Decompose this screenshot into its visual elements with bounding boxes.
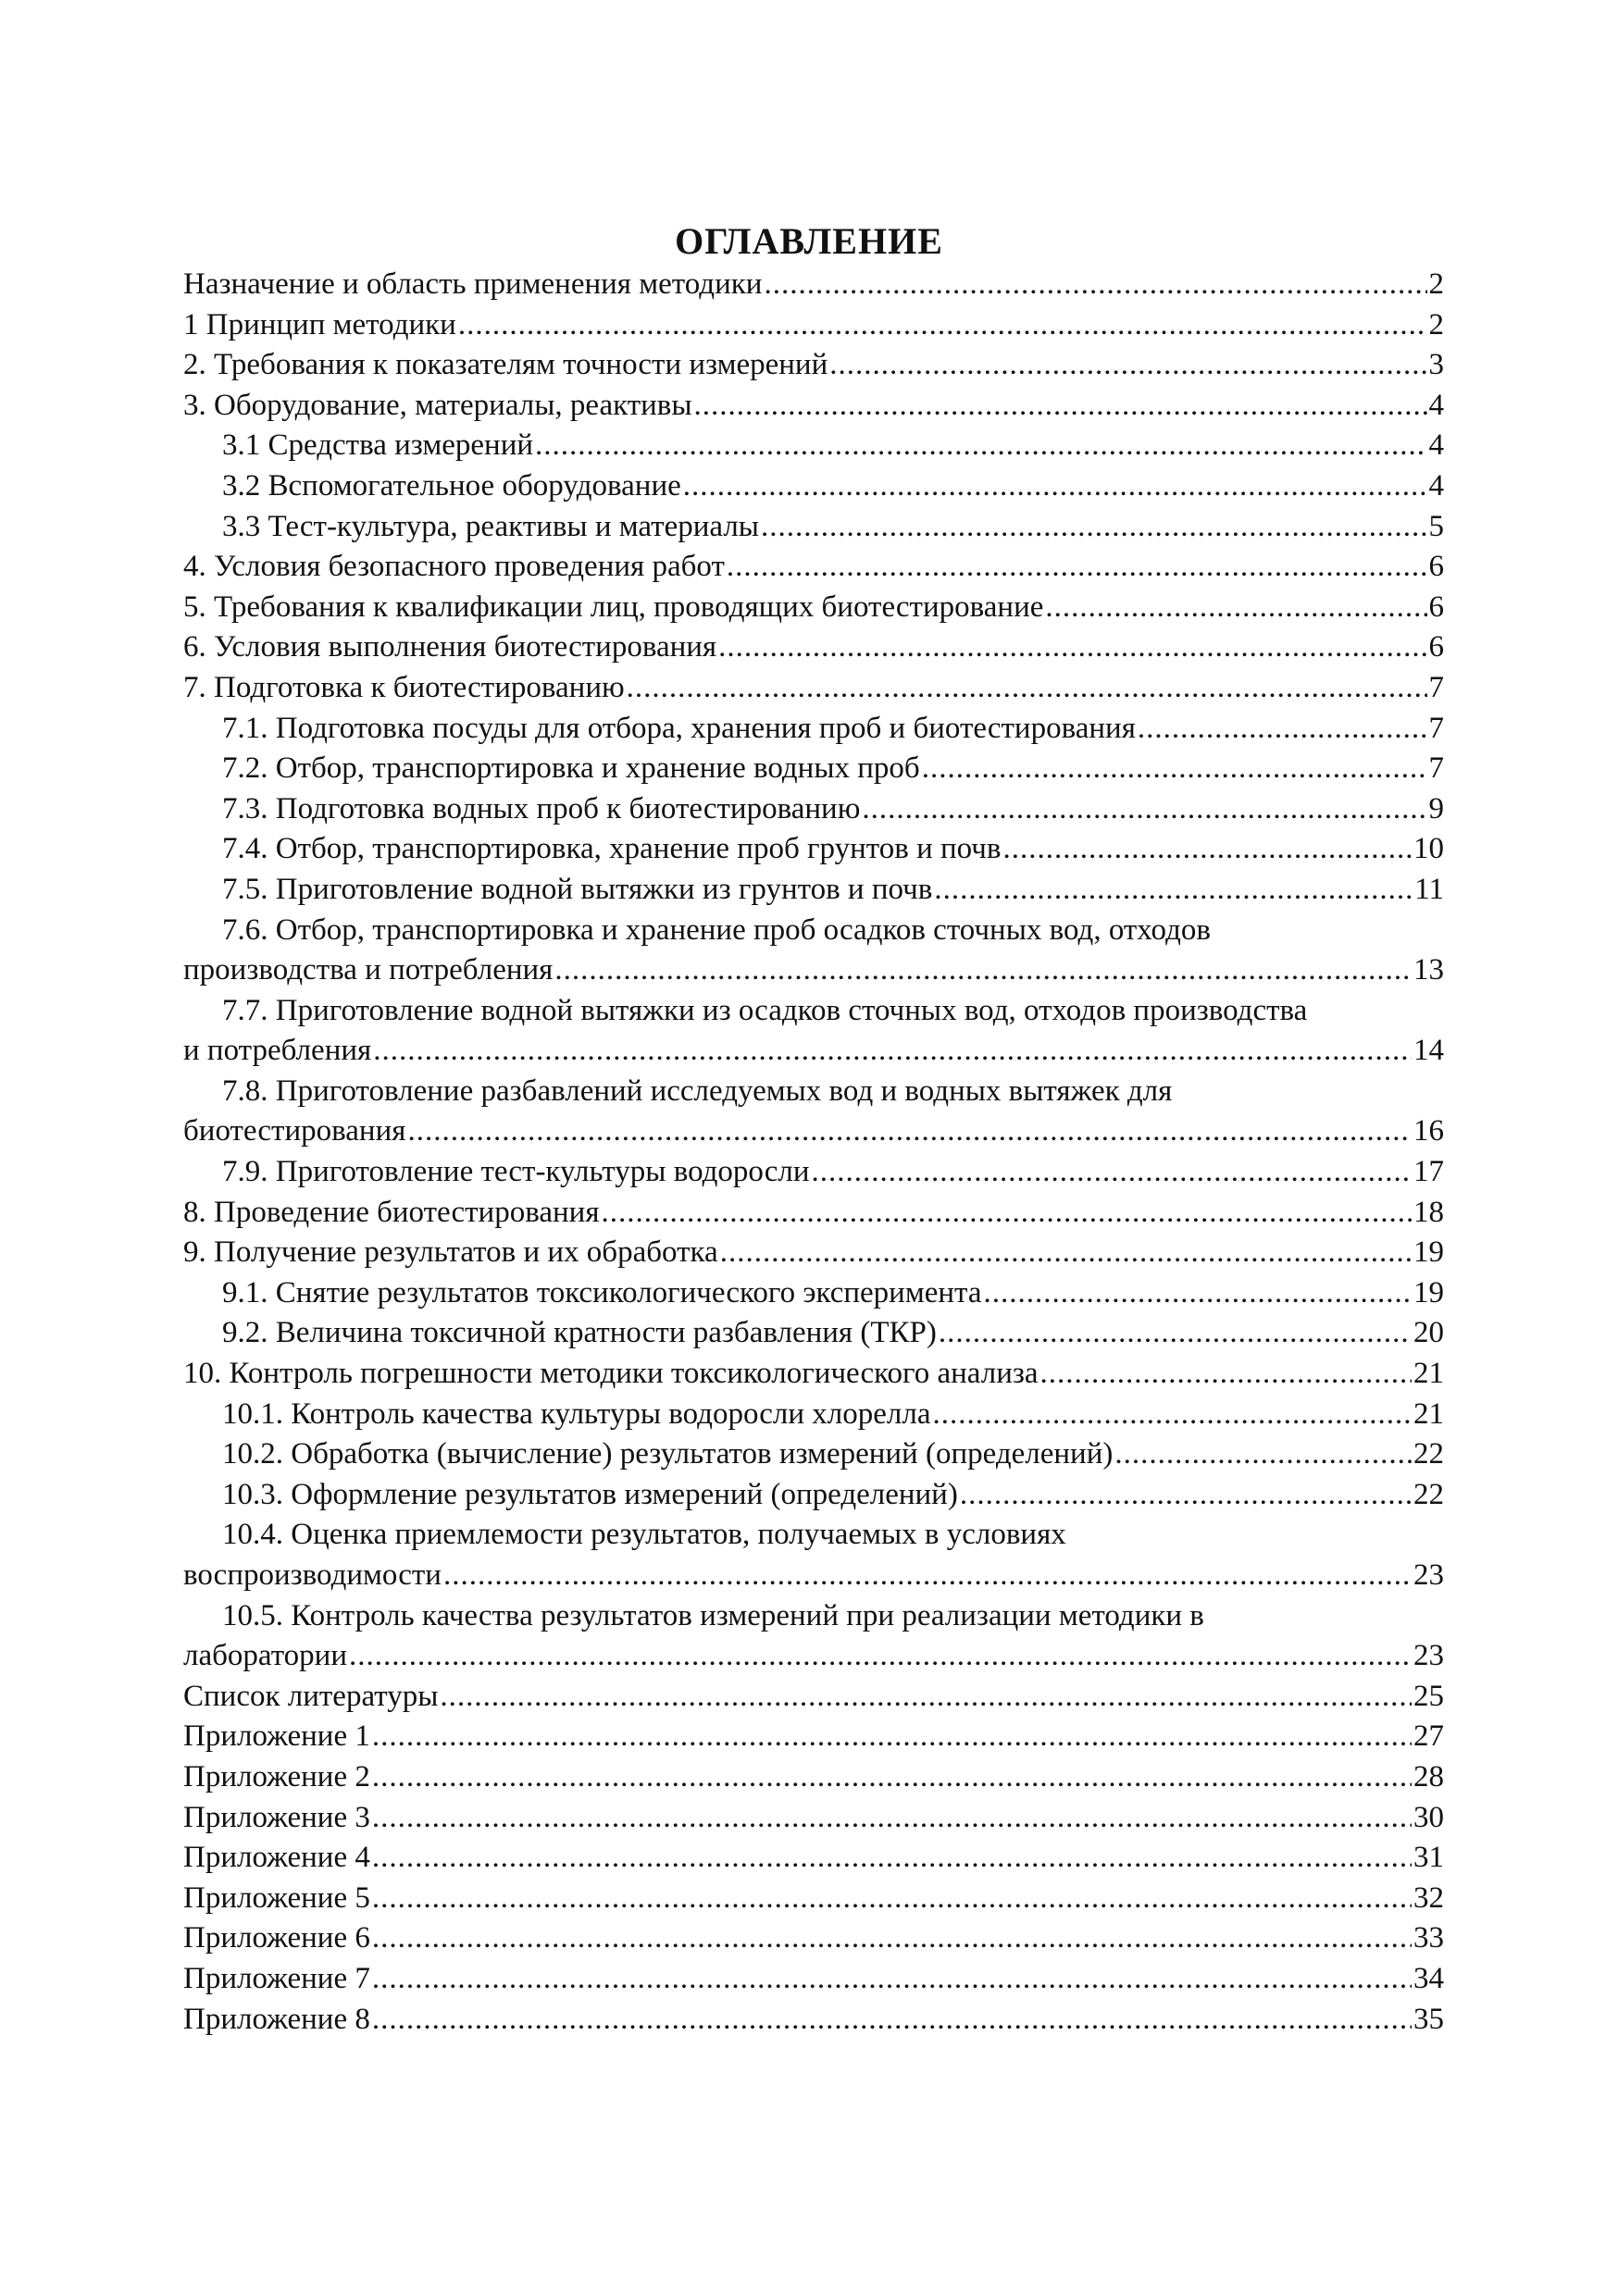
toc-entry [183, 709, 1444, 750]
toc-entry [183, 1475, 1444, 1516]
toc-entry-title: 6. Условия выполнения биотестирования [183, 630, 717, 664]
toc-entry-title: и потребления [183, 1034, 372, 1068]
toc-entry-first-line: 10.5. Контроль качества результатов измерений при реализации методики в [222, 1598, 1204, 1632]
toc-entry-title: 3.1 Средства измерений [222, 428, 534, 463]
toc-entry [183, 1838, 1444, 1879]
toc-page-number: 3 [1428, 348, 1444, 382]
toc-entry [183, 1959, 1444, 2000]
toc-entry-first-line: 7.6. Отбор, транспортировка и хранение проб осадков сточных вод, отходов [222, 912, 1211, 947]
toc-entry-title: 7.5. Приготовление водной вытяжки из грунтов и почв [222, 872, 933, 906]
dot-leader [1040, 1354, 1412, 1395]
toc-page-number: 5 [1428, 509, 1444, 543]
toc-entry [183, 1313, 1444, 1354]
toc-entry-first-line: 7.7. Приготовление водной вытяжки из осадков сточных вод, отходов производства [222, 993, 1308, 1027]
toc-entry-title: Список литературы [183, 1679, 439, 1713]
toc-entry-title: 9.2. Величина токсичной кратности разбавления (ТКР) [222, 1316, 937, 1350]
toc-entry-title: 9. Получение результатов и их обработка [183, 1235, 718, 1270]
toc-entry [183, 2000, 1444, 2041]
toc-entry-title: 7.3. Подготовка водных проб к биотестированию [222, 791, 861, 825]
dot-leader [554, 950, 1412, 991]
toc-entry [183, 1918, 1444, 1959]
toc-entry [183, 1233, 1444, 1273]
dot-leader [372, 1879, 1412, 1919]
toc-page-number: 17 [1413, 1155, 1444, 1189]
dot-leader [1045, 588, 1426, 628]
toc-entry [183, 386, 1444, 427]
toc-entry [183, 1636, 1444, 1677]
toc-page-number: 27 [1413, 1719, 1444, 1754]
toc-page-number: 31 [1413, 1841, 1444, 1875]
toc-page-number: 6 [1428, 550, 1444, 584]
toc-page-number: 23 [1413, 1639, 1444, 1673]
toc-entry-title: 8. Проведение биотестирования [183, 1195, 600, 1229]
toc-entry-title: Приложение 3 [183, 1800, 370, 1834]
dot-leader [1138, 709, 1427, 750]
toc-entry-title: Приложение 1 [183, 1719, 370, 1754]
toc-entry [183, 789, 1444, 830]
toc-entry [183, 1717, 1444, 1757]
dot-leader [812, 1152, 1412, 1193]
dot-leader [922, 749, 1427, 789]
dot-leader [720, 1233, 1412, 1273]
toc-page-number: 2 [1428, 267, 1444, 301]
toc-entry [183, 426, 1444, 466]
toc-entry-first-line: 7.8. Приготовление разбавлений исследуемых вод и водных вытяжек для [222, 1074, 1173, 1108]
toc-entry [183, 1273, 1444, 1314]
toc-page-number: 10 [1413, 832, 1444, 866]
toc-page-number: 6 [1428, 590, 1444, 624]
dot-leader [372, 1918, 1412, 1959]
toc-page-number: 22 [1413, 1437, 1444, 1471]
toc-entry [183, 1152, 1444, 1193]
toc-page-number: 7 [1428, 751, 1444, 786]
toc-entry-title: биотестирования [183, 1114, 406, 1148]
dot-leader [939, 1313, 1412, 1354]
toc-entry [183, 668, 1444, 709]
toc-page-number: 14 [1413, 1034, 1444, 1068]
toc-entry [183, 950, 1444, 991]
toc-entry-title: 4. Условия безопасного проведения работ [183, 550, 725, 584]
toc-entry [183, 265, 1444, 305]
toc-entry-title: 2. Требования к показателям точности измерений [183, 348, 828, 382]
toc-page-number: 19 [1413, 1275, 1444, 1309]
toc-page-number: 35 [1413, 2002, 1444, 2036]
toc-entry-title: Приложение 5 [183, 1880, 370, 1915]
toc-entry [183, 1193, 1444, 1234]
table-of-contents [183, 265, 1444, 2040]
dot-leader [694, 386, 1427, 427]
toc-page-number: 13 [1413, 953, 1444, 987]
toc-entry [183, 1111, 1444, 1152]
toc-entry-title: 10. Контроль погрешности методики токсикологического анализа [183, 1357, 1039, 1391]
toc-page-number: 16 [1413, 1114, 1444, 1148]
toc-page-number: 6 [1428, 630, 1444, 664]
toc-entry [183, 588, 1444, 628]
dot-leader [627, 668, 1427, 709]
toc-entry-title: 9.1. Снятие результатов токсикологического эксперимента [222, 1275, 982, 1309]
dot-leader [727, 547, 1427, 588]
toc-entry [183, 870, 1444, 911]
toc-entry [183, 829, 1444, 870]
dot-leader [349, 1636, 1412, 1677]
toc-entry-title: 5. Требования к квалификации лиц, проводящих биотестирование [183, 590, 1044, 624]
toc-entry [183, 1031, 1444, 1072]
toc-entry-title: производства и потребления [183, 953, 554, 987]
toc-entry-title: 7.9. Приготовление тест-культуры водоросли [222, 1155, 810, 1189]
dot-leader [440, 1677, 1412, 1718]
toc-page-number: 7 [1428, 670, 1444, 704]
dot-leader [372, 1959, 1412, 2000]
dot-leader [984, 1273, 1413, 1314]
toc-page-number: 28 [1413, 1759, 1444, 1793]
toc-entry [183, 507, 1444, 548]
toc-entry [183, 1879, 1444, 1919]
toc-entry [183, 1434, 1444, 1475]
toc-entry-title: 3.3 Тест-культура, реактивы и материалы [222, 509, 759, 543]
toc-entry-title: воспроизводимости [183, 1558, 442, 1592]
dot-leader [372, 1757, 1412, 1798]
dot-leader [535, 426, 1426, 466]
dot-leader [933, 1395, 1413, 1435]
dot-leader [372, 2000, 1412, 2041]
toc-page-number: 21 [1413, 1357, 1444, 1391]
dot-leader [761, 507, 1427, 548]
toc-page-number: 22 [1413, 1477, 1444, 1511]
toc-entry-title: 7.2. Отбор, транспортировка и хранение водных проб [222, 751, 920, 786]
toc-entry-title: 7. Подготовка к биотестированию [183, 670, 625, 704]
toc-entry-title: 10.2. Обработка (вычисление) результатов измерений (определений) [222, 1437, 1114, 1471]
dot-leader [373, 1031, 1412, 1072]
dot-leader [764, 265, 1426, 305]
toc-page-number: 9 [1428, 791, 1444, 825]
dot-leader [829, 345, 1426, 386]
toc-entry [183, 1677, 1444, 1718]
toc-entry-title: Приложение 4 [183, 1841, 370, 1875]
toc-entry [183, 305, 1444, 346]
toc-page-number: 4 [1428, 468, 1444, 503]
toc-entry [183, 1395, 1444, 1435]
dot-leader [602, 1193, 1412, 1234]
toc-page-number: 33 [1413, 1921, 1444, 1955]
toc-page-number: 25 [1413, 1679, 1444, 1713]
toc-page-number: 23 [1413, 1558, 1444, 1592]
toc-entry-first-line: 10.4. Оценка приемлемости результатов, получаемых в условиях [222, 1518, 1066, 1552]
toc-page-number: 2 [1428, 307, 1444, 341]
toc-page-number: 4 [1428, 388, 1444, 422]
toc-page-number: 32 [1413, 1880, 1444, 1915]
toc-page-number: 19 [1413, 1235, 1444, 1270]
dot-leader [407, 1111, 1412, 1152]
toc-entry [183, 466, 1444, 507]
toc-entry-title: Назначение и область применения методики [183, 267, 763, 301]
toc-entry [183, 1556, 1444, 1596]
dot-leader [1002, 829, 1412, 870]
dot-leader [683, 466, 1427, 507]
dot-leader [960, 1475, 1412, 1516]
toc-page-number: 30 [1413, 1800, 1444, 1834]
toc-page-number: 7 [1428, 711, 1444, 745]
toc-entry-title: 7.4. Отбор, транспортировка, хранение проб грунтов и почв [222, 832, 1002, 866]
toc-entry [183, 345, 1444, 386]
toc-entry-title: лаборатории [183, 1639, 348, 1673]
toc-page-number: 18 [1413, 1195, 1444, 1229]
toc-entry-title: 3. Оборудование, материалы, реактивы [183, 388, 692, 422]
dot-leader [372, 1798, 1412, 1839]
toc-entry [183, 627, 1444, 668]
toc-entry-title: 10.3. Оформление результатов измерений (определений) [222, 1477, 958, 1511]
toc-entry-title: Приложение 2 [183, 1759, 370, 1793]
toc-entry [183, 547, 1444, 588]
dot-leader [934, 870, 1413, 911]
toc-entry [183, 749, 1444, 789]
dot-leader [862, 789, 1426, 830]
toc-entry-title: Приложение 7 [183, 1961, 370, 1995]
dot-leader [718, 627, 1426, 668]
toc-page-number: 21 [1413, 1396, 1444, 1431]
toc-entry-title: Приложение 6 [183, 1921, 370, 1955]
toc-entry-title: 7.1. Подготовка посуды для отбора, хранения проб и биотестирования [222, 711, 1136, 745]
toc-entry-title: 1 Принцип методики [183, 307, 456, 341]
page-title: ОГЛАВЛЕНИЕ [675, 220, 943, 262]
dot-leader [372, 1838, 1412, 1879]
dot-leader [1114, 1434, 1412, 1475]
toc-entry [183, 1798, 1444, 1839]
dot-leader [458, 305, 1427, 346]
toc-page-number: 4 [1428, 428, 1444, 463]
dot-leader [443, 1556, 1412, 1596]
toc-entry-title: 10.1. Контроль качества культуры водоросли хлорелла [222, 1396, 931, 1431]
toc-entry [183, 1757, 1444, 1798]
toc-page-number: 11 [1414, 872, 1444, 906]
dot-leader [372, 1717, 1412, 1757]
toc-entry-title: 3.2 Вспомогательное оборудование [222, 468, 681, 503]
toc-page-number: 34 [1413, 1961, 1444, 1995]
toc-entry-title: Приложение 8 [183, 2002, 370, 2036]
toc-page-number: 20 [1413, 1316, 1444, 1350]
toc-entry [183, 1354, 1444, 1395]
